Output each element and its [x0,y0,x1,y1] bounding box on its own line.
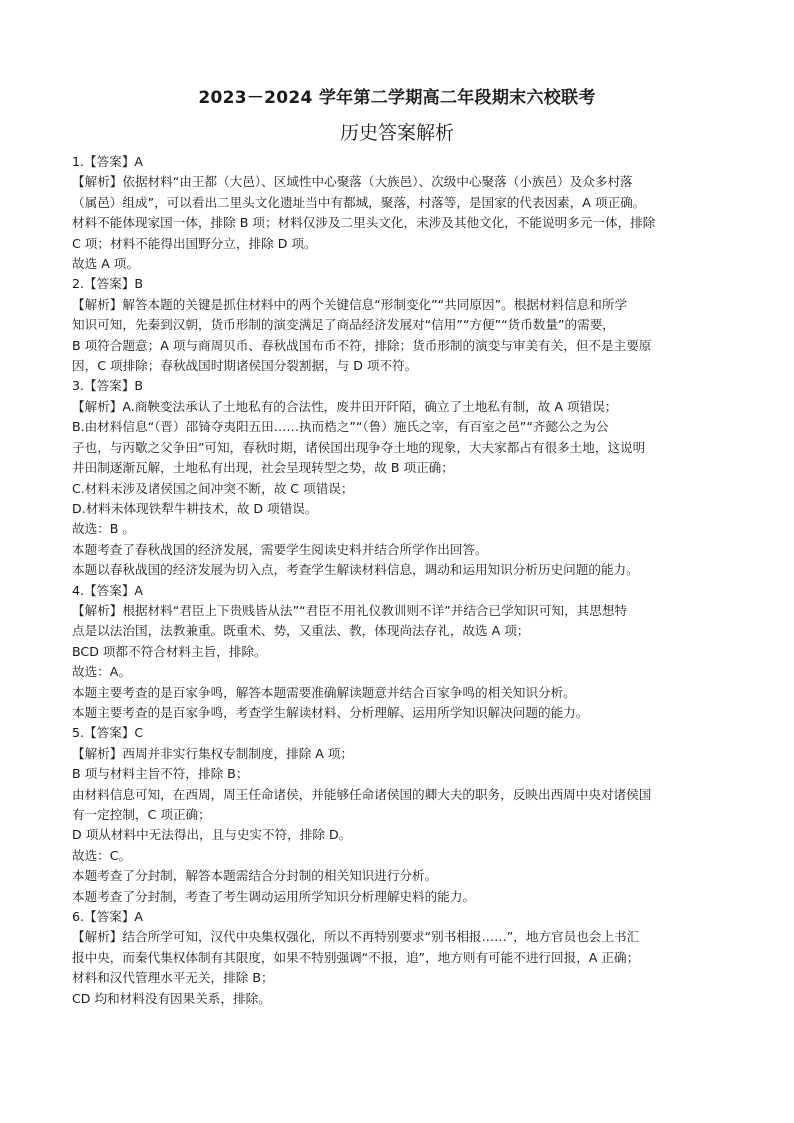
analysis-line: 本题考查了分封制，考查了考生调动运用所学知识分析理解史料的能力。 [72,888,475,904]
answer-line [72,152,722,172]
analysis-line: CD 均和材料没有因果关系，排除。 [72,990,271,1006]
analysis-line: 【解析】结合所学可知，汉代中央集权强化，所以不再特别要求“别书相报……”，地方官员也会上书汇 [72,929,640,945]
question-number: 4. [72,582,85,598]
analysis-line: 本题主要考查的是百家争鸣，解答本题需要准确解读题意并结合百家争鸣的相关知识分析。 [72,684,576,700]
question-number: 3. [72,378,85,394]
analysis-line: D 项从材料中无法得出，且与史实不符，排除 D。 [72,827,352,843]
question-number: 6. [72,909,85,925]
question-block [72,152,722,274]
analysis-line: 故选：A。 [72,664,131,680]
question-block [72,274,722,376]
question-block [72,581,722,724]
answer-tag: 【答案】 [84,154,135,169]
answer-line [72,723,722,743]
analysis-line: 井田制逐渐瓦解，土地私有出现，社会呈现转型之势，故 B 项正确； [72,460,454,476]
analysis-line: 【解析】依据材料“由王都（大邑）、区域性中心聚落（大族邑）、次级中心聚落（小族邑）及众多村落 [72,174,633,190]
answer-tag: 【答案】 [84,582,135,598]
answer-tag: 【答案】 [84,378,135,394]
answer-line [72,274,722,294]
document-title: 2023－2024 学年第二学期高二年段期末六校联考 [198,88,596,108]
analysis-line: 知识可知，先秦到汉朝，货币形制的演变满足了商品经济发展对“信用”“方便”“货币数量”的需要， [72,317,615,333]
analysis-line: 子也，与丙歜之父争田”可知，春秋时期，诸侯国出现争夺土地的现象，大夫家都占有很多土地，这说明 [72,439,646,455]
analysis-line: 材料和汉代管理水平无关，排除 B； [72,970,274,986]
question-block [72,907,722,1009]
answer-line [72,581,722,601]
analysis-line: 故选：C。 [72,847,132,863]
analysis-line: 【解析】A.商鞅变法承认了土地私有的合法性，废井田开阡陌，确立了土地私有制，故 A 项错误； [72,398,618,414]
question-block [72,723,722,907]
answer-line [72,376,722,396]
answer-choice: C [134,725,144,741]
analysis-line: 由材料信息可知，在西周，周王任命诸侯，并能够任命诸侯国的卿大夫的职务，反映出西周中央对诸侯国 [72,786,652,802]
analysis-line: 报中央，而秦代集权体制有其限度，如果不特别强调“不报，追”，地方则有可能不进行回报，A 正确； [72,949,640,965]
analysis-line: B 项与材料主旨不符，排除 B； [72,766,249,782]
answer-tag: 【答案】 [84,276,135,292]
analysis-line: C.材料未涉及诸侯国之间冲突不断，故 C 项错误； [72,480,354,496]
answer-choice: B [134,378,144,394]
analysis-line: 故选：B 。 [72,521,136,537]
analysis-line: 本题考查了分封制，解答本题需结合分封制的相关知识进行分析。 [72,868,438,884]
analysis-line: C 项；材料不能得出国野分立，排除 D 项。 [72,235,317,251]
answer-line [72,907,722,927]
answer-list [72,152,722,1009]
analysis-line: 材料不能体现家国一体，排除 B 项；材料仅涉及二里头文化，未涉及其他文化，不能说明多元一体，排除 [72,215,656,231]
analysis-line: 点是以法治国，法教兼重。既重术、势，又重法、教，体现尚法存礼，故选 A 项； [72,623,530,639]
analysis-line: B.由材料信息“（晋）邵锜夺夷阳五田……执而梏之”“（鲁）施氏之宰，有百室之邑”“齐懿公之为公 [72,419,609,435]
analysis-line: 有一定控制，C 项正确； [72,807,211,822]
question-number: 2. [72,276,85,292]
question-number: 5. [72,725,85,741]
analysis-line: 【解析】西周并非实行集权专制制度，排除 A 项； [72,745,354,761]
analysis-line: 故选 A 项。 [72,256,139,272]
question-block [72,376,722,580]
answer-choice: A [134,154,144,169]
answer-tag: 【答案】 [84,909,135,925]
answer-choice: A [134,582,144,598]
analysis-line: D.材料未体现铁犁牛耕技术，故 D 项错误。 [72,500,318,516]
analysis-line: BCD 项都不符合材料主旨，排除。 [72,643,267,659]
analysis-line: 【解析】解答本题的关键是抓住材料中的两个关键信息“形制变化”“共同原因”。根据材料信息和所学 [72,296,628,312]
analysis-line: 本题考查了春秋战国的经济发展，需要学生阅读史料并结合所学作出回答。 [72,541,488,557]
answer-tag: 【答案】 [84,725,135,741]
question-number: 1. [72,154,85,169]
answer-choice: A [134,909,144,925]
analysis-line: 【解析】根据材料“君臣上下贵贱皆从法”“君臣不用礼仪教训则不详”并结合已学知识可知，其思想特 [72,602,628,618]
analysis-line: 因，C 项排除；春秋战国时期诸侯国分裂割据，与 D 项不符。 [72,358,418,374]
document-subtitle: 历史答案解析 [339,122,454,144]
answer-choice: B [134,276,144,292]
analysis-line: 本题以春秋战国的经济发展为切入点，考查学生解读材料信息，调动和运用知识分析历史问题的能力。 [72,562,639,578]
analysis-line: B 项符合题意；A 项与商周贝币、春秋战国布币不符，排除；货币形制的演变与审美有关，但不是主要原 [72,337,652,353]
analysis-line: （属邑）组成”，可以看出二里头文化遗址当中有都城，聚落，村落等，是国家的代表因素，A 项正确。 [72,194,646,210]
analysis-line: 本题主要考查的是百家争鸣，考查学生解读材料、分析理解、运用所学知识解决问题的能力。 [72,704,589,720]
